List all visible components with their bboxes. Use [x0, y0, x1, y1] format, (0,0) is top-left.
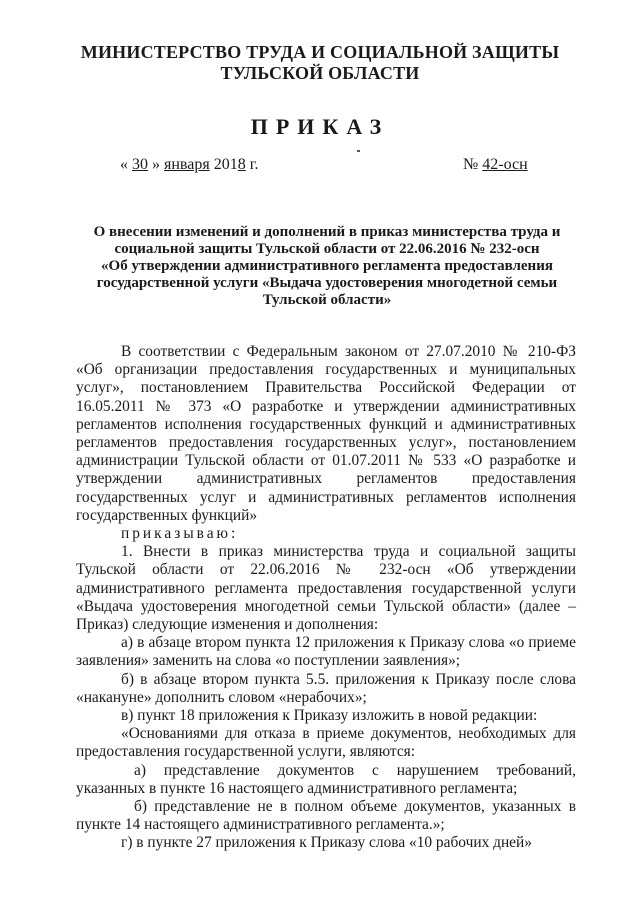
item-a-paragraph: а) в абзаце втором пункта 12 приложения к Приказу слова «о приеме заявления» заменить на слова «о поступлении заявления»; — [76, 634, 576, 670]
date-open-quote: « — [120, 156, 128, 173]
ministry-line-2: ТУЛЬСКОЙ ОБЛАСТИ — [220, 63, 420, 83]
subject-line-4: государственной услуги «Выдача удостоверения многодетной семьи — [96, 275, 558, 291]
quote-b-paragraph: б) представление не в полном объеме документов, указанных в пункте 14 настоящего административного регламента.»; — [76, 798, 576, 834]
item-1-paragraph: 1. Внести в приказ министерства труда и социальной защиты Тульской области от 22.06.2016 № 232-осн «Об утверждении административного регламента предоставления государственной услуги «Выдача удостоверения многодетной семьи Тульской области» (далее – Приказ) следующие изменения и дополнения: — [76, 543, 576, 634]
number-prefix: № — [463, 156, 479, 173]
scan-mark — [357, 150, 360, 152]
date-suffix: г. — [249, 156, 259, 173]
order-subject — [80, 224, 574, 309]
date-month: января — [164, 156, 210, 173]
preamble-paragraph: В соответствии с Федеральным законом от 27.07.2010 № 210-ФЗ «Об организации предоставления государственных и муниципальных услуг», постановлением Правительства Российской Федерации от 16.05.2011 № 373 «О разработке и утверждении административных регламентов исполнения государственных функций и административных регламентов предоставления государственных услуг», постановлением администрации Тульской области от 01.07.2011 № 533 «О разработке и утверждении административных регламентов предоставления государственных услуг и административных регламентов исполнения государственных функций» — [76, 343, 576, 524]
subject-line-1: О внесении изменений и дополнений в приказ министерства труда и — [93, 224, 561, 240]
subject-line-5: Тульской области» — [262, 292, 392, 308]
quote-intro-paragraph: «Основаниями для отказа в приеме документов, необходимых для предоставления государственной услуги, являются: — [76, 725, 576, 761]
order-word: приказываю: — [121, 525, 239, 543]
date-year-last: 8 — [237, 156, 246, 173]
date-year-prefix: 201 — [213, 156, 238, 173]
item-g-paragraph: г) в пункте 27 приложения к Приказу слова «10 рабочих дней» — [121, 834, 532, 852]
quote-a-paragraph: а) представление документов с нарушением требований, указанных в пункте 16 настоящего административного регламента; — [76, 761, 576, 797]
item-b-paragraph: б) в абзаце втором пункта 5.5. приложения к Приказу после слова «накануне» дополнить словом «нерабочих»; — [76, 670, 576, 706]
subject-line-2: социальной защиты Тульской области от 22.06.2016 № 232-осн — [114, 241, 540, 257]
order-number — [463, 156, 528, 174]
ministry-line-1: МИНИСТЕРСТВО ТРУДА И СОЦИАЛЬНОЙ ЗАЩИТЫ — [80, 42, 560, 62]
order-title: ПРИКАЗ — [250, 114, 390, 139]
ministry-header — [0, 42, 640, 84]
order-body — [76, 343, 576, 853]
order-date — [120, 156, 259, 174]
date-close-quote: » — [152, 156, 160, 173]
number-value: 42-осн — [482, 156, 528, 173]
subject-line-3: «Об утверждении административного регламента предоставления — [101, 258, 553, 274]
date-day: 30 — [132, 156, 148, 173]
item-v-paragraph: в) пункт 18 приложения к Приказу изложить в новой редакции: — [121, 707, 538, 725]
